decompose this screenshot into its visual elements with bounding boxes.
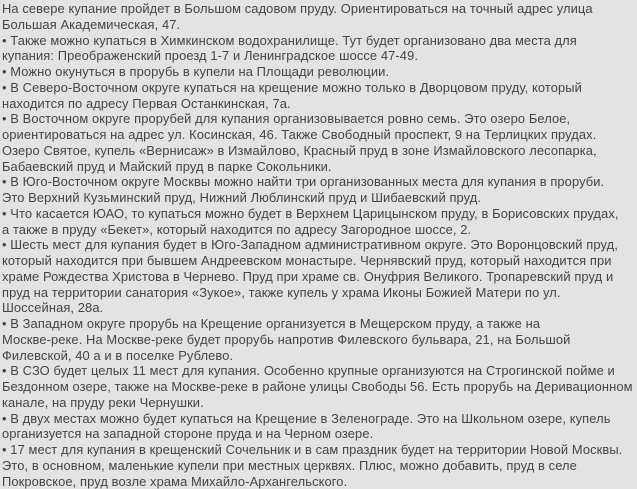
text-line: Это Верхний Кузьминский пруд, Нижний Люблинский пруд и Шибаевский пруд. [2,190,637,206]
text-line: • Можно окунуться в прорубь в купели на Площади революции. [2,64,637,80]
text-line: который находится при бывшем Андреевском монастыре. Чернявский пруд, который находится при [2,253,637,269]
text-line: храме Рождества Христова в Чернево. Пруд при храме св. Онуфрия Великого. Тропаревский пруд и [2,269,637,285]
text-line: На севере купание пройдет в Большом садовом пруду. Ориентироваться на точный адрес улица [2,1,637,17]
text-line: Бездонном озере, также на Москве-реке в районе улицы Свободы 56. Есть прорубь на Деривационном [2,379,637,395]
text-line: Бабаевский пруд и Майский пруд в парке Сокольники. [2,159,637,175]
text-line: а также в пруду «Бекет», который находится по адресу Загородное шоссе, 2. [2,222,637,238]
text-line: Москве-реке. На Москве-реке будет прорубь напротив Филевского бульвара, 21, на Большой [2,332,637,348]
text-line: • В двух местах можно будет купаться на Крещение в Зеленограде. Это на Школьном озере, купель [2,411,637,427]
text-line: • В СЗО будет целых 11 мест для купания. Особенно крупные организуются на Строгинской пойме и [2,363,637,379]
text-line: • Шесть мест для купания будет в Юго-Западном административном округе. Это Воронцовский пруд, [2,237,637,253]
text-line: ориентироваться на адрес ул. Косинская, 46. Также Свободный проспект, 9 на Терлицких прудах. [2,127,637,143]
text-line: Покровское, пруд возле храма Михайло-Архангельского. [2,474,637,489]
text-line: пруд на территории санатория «Зукое», также купель у храма Иконы Божией Матери по ул. [2,285,637,301]
text-line: Филевской, 40 а и в поселке Рублево. [2,348,637,364]
text-line: • В Юго-Восточном округе Москвы можно найти три организованных места для купания в проруби. [2,174,637,190]
text-line: • Что касается ЮАО, то купаться можно будет в Верхнем Царицынском пруду, в Борисовских прудах, [2,206,637,222]
text-line: • В Западном округе прорубь на Крещение организуется в Мещерском пруду, а также на [2,316,637,332]
text-line: канале, на пруду реки Чернушки. [2,395,637,411]
text-line: купания: Преображенский проезд 1-7 и Ленинградское шоссе 47-49. [2,48,637,64]
text-line: организуется на западной стороне пруда и на Черном озере. [2,426,637,442]
text-line: • Также можно купаться в Химкинском водохранилище. Тут будет организовано два места для [2,33,637,49]
text-line: Озеро Святое, купель «Вернисаж» в Измайлово, Красный пруд в зоне Измайловского лесопарка, [2,143,637,159]
text-line: Большая Академическая, 47. [2,17,637,33]
text-line: • В Северо-Восточном округе купаться на крещение можно только в Дворцовом пруду, который [2,80,637,96]
text-line: находится по адресу Первая Останкинская, 7а. [2,96,637,112]
text-line: • 17 мест для купания в крещенский Сочельник и в сам праздник будет на территории Новой Москвы. [2,442,637,458]
text-line: Шоссейная, 28а. [2,300,637,316]
text-line: Это, в основном, маленькие купели при местных церквях. Плюс, можно добавить, пруд в селе [2,458,637,474]
text-line: • В Восточном округе прорубей для купания организовывается ровно семь. Это озеро Белое, [2,111,637,127]
